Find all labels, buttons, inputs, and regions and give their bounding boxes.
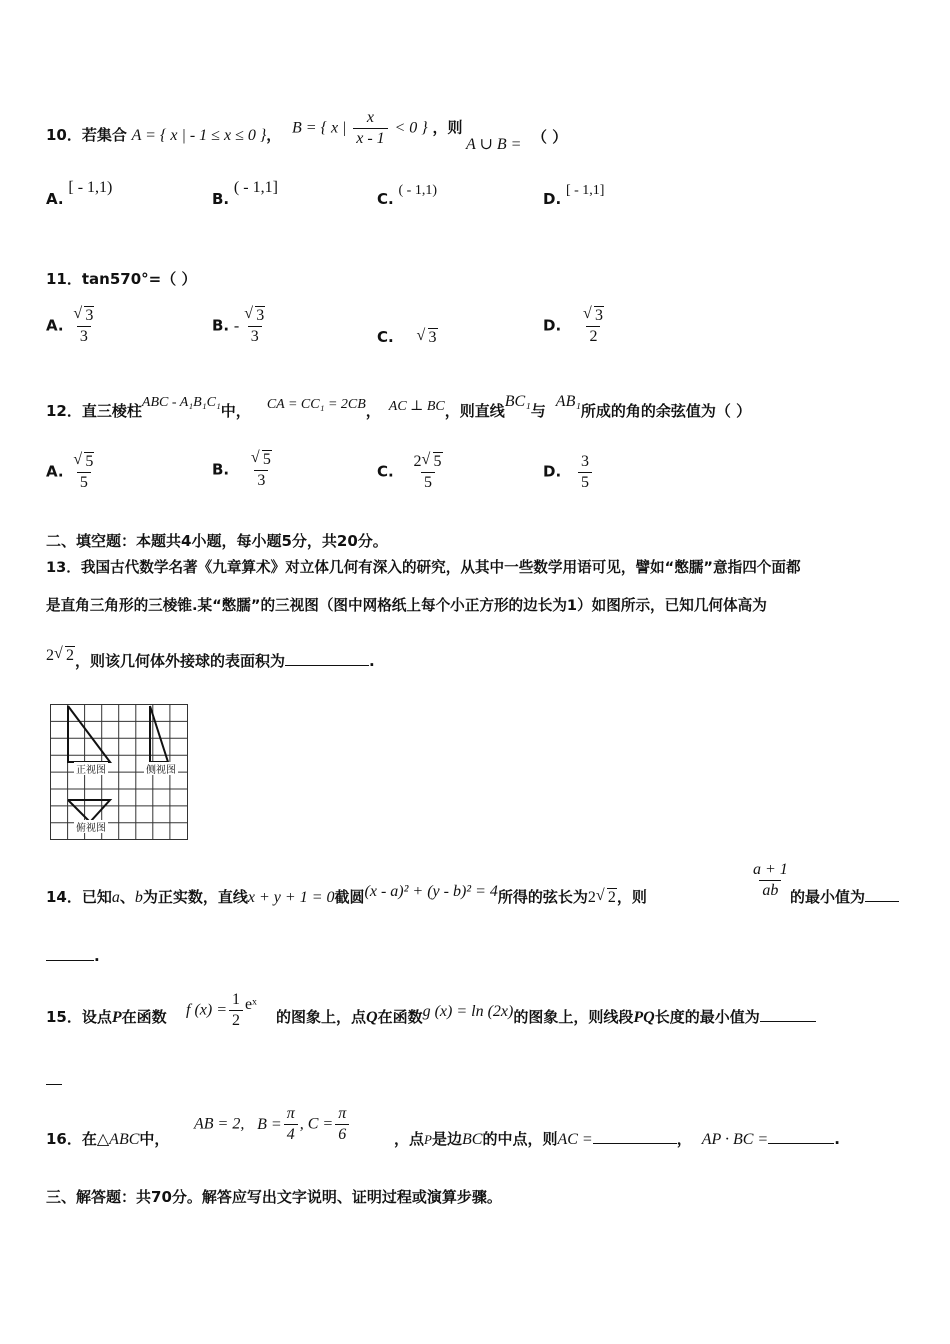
q16-text-4: 是边 xyxy=(431,1130,462,1148)
q11-option-a-label: A. xyxy=(46,316,64,335)
q11-stem-line xyxy=(46,268,196,289)
q16-angle-c-num: π xyxy=(338,1105,347,1122)
q14-text-5: ，则 xyxy=(616,888,647,906)
q12-option-a-fraction xyxy=(70,452,97,493)
q12-option-d-fraction xyxy=(578,452,592,493)
q10-set-a: A = { x | - 1 ≤ x ≤ 0 } xyxy=(131,127,267,144)
q14-line-1 xyxy=(46,883,647,907)
q12-option-c-fraction xyxy=(411,452,446,493)
q16-angle-c-fraction xyxy=(335,1104,349,1145)
q14-fraction-wrap xyxy=(748,860,793,901)
q16-angle-b-den: 4 xyxy=(284,1124,298,1145)
q15-f-left: f (x) = xyxy=(186,1001,227,1019)
q12-option-b[interactable] xyxy=(212,450,277,491)
front-view-outline xyxy=(68,706,110,762)
q16-answer-blank-b[interactable] xyxy=(768,1129,834,1144)
q10-stem-line xyxy=(46,124,281,145)
q14-chord-rad: 2 xyxy=(607,889,616,906)
q16-point-p: P xyxy=(424,1132,432,1147)
q11-option-d-label: D. xyxy=(543,316,562,335)
three-view-figure xyxy=(50,704,190,842)
q16-text-6: ， xyxy=(676,1130,692,1148)
q15-text-3: 的图象上，点 xyxy=(276,1008,367,1026)
q10-option-c-value: ( - 1,1) xyxy=(398,183,437,198)
q10-set-b xyxy=(292,108,462,149)
q15-line-1 xyxy=(46,1006,167,1027)
q16-text-5: 的中点，则 xyxy=(482,1130,558,1148)
q11-option-b-sign: - xyxy=(233,317,240,335)
q12-option-b-fraction xyxy=(248,450,275,491)
q12-option-a-den: 5 xyxy=(77,472,91,493)
q15-f-num: 1 xyxy=(232,991,240,1008)
q11-option-d-fraction xyxy=(580,306,607,347)
q14-chord-coef: 2 xyxy=(587,889,596,906)
q11-number: 11． xyxy=(46,270,82,288)
q10-option-d[interactable] xyxy=(543,183,605,209)
q14-answer-blank-a[interactable] xyxy=(865,887,899,902)
q13-height-rad: 2 xyxy=(66,647,74,664)
q16-line-1 xyxy=(46,1128,169,1149)
q11-option-b-fraction xyxy=(241,306,268,347)
q14-text-1: 14．已知 xyxy=(46,888,112,906)
q16-answer-blank-a[interactable] xyxy=(593,1129,677,1144)
side-view-label: 侧视图 xyxy=(146,765,176,776)
q12-text-6: 所成的角的余弦值为（ ） xyxy=(580,402,752,420)
q12-option-a[interactable] xyxy=(46,452,99,493)
q16-triangle: △ABC xyxy=(96,1131,140,1148)
q12-option-b-label: B. xyxy=(212,460,230,479)
q12-text-2: 中， xyxy=(220,402,251,420)
top-view-outline xyxy=(68,800,110,822)
q14-text-6: 的最小值为 xyxy=(790,888,866,906)
q16-end: . xyxy=(834,1130,840,1148)
q16-angle-c-den: 6 xyxy=(335,1124,349,1145)
q12-line-2: AB₁ xyxy=(555,393,581,410)
q15-point-p: P xyxy=(111,1009,122,1026)
q12-text-5: 与 xyxy=(530,402,546,420)
q14-separator: 、 xyxy=(119,888,135,906)
q12-line-1: BC₁ xyxy=(504,393,531,410)
q12-text-4: ，则直线 xyxy=(444,402,505,420)
q11-option-a-den: 3 xyxy=(77,326,91,347)
q16-dot-product: AP · BC = xyxy=(701,1131,769,1148)
q10-option-d-label: D. xyxy=(543,190,562,208)
q11-option-d-num: 3 xyxy=(594,307,603,324)
q14-line-equation: x + y + 1 = 0 xyxy=(247,889,335,906)
q10-option-b[interactable] xyxy=(212,179,278,209)
q12-option-d-label: D. xyxy=(543,462,562,481)
q12-text-3: ， xyxy=(365,402,381,420)
q14-fraction xyxy=(750,860,791,901)
q15-answer-blank-a[interactable] xyxy=(760,1007,816,1022)
q13-answer-blank[interactable] xyxy=(285,651,369,666)
q10-set-b-left: B = { x | xyxy=(292,119,347,137)
q10-option-c-label: C. xyxy=(377,190,394,208)
q16-angle-b-left: B = xyxy=(257,1115,282,1133)
q12-option-c-den: 5 xyxy=(421,472,435,493)
q12-option-a-num: 5 xyxy=(85,453,94,470)
q11-option-b-label: B. xyxy=(212,316,230,335)
q14-var-a: a xyxy=(111,889,120,906)
q10-set-b-right: < 0 } xyxy=(394,119,428,137)
q14-answer-blank-b[interactable] xyxy=(46,946,94,961)
q14-fraction-num: a + 1 xyxy=(753,861,788,878)
q15-line-1-rest xyxy=(276,1003,816,1027)
q11-option-d[interactable] xyxy=(543,306,609,347)
q16-line-1-rest xyxy=(394,1128,840,1149)
q15-function-f xyxy=(186,990,257,1031)
q10-then: ，则 xyxy=(432,118,463,137)
q14-var-b: b xyxy=(134,889,143,906)
q16-conditions xyxy=(194,1104,351,1145)
q10-option-b-value: ( - 1,1] xyxy=(233,179,278,196)
q16-text-2: 中， xyxy=(139,1130,170,1148)
q12-option-d[interactable] xyxy=(543,452,594,493)
q12-condition-2: AC ⊥ BC xyxy=(388,399,445,414)
q13-line-3-text: ，则该几何体外接球的表面积为 xyxy=(75,652,286,670)
q10-set-b-fraction xyxy=(353,108,387,149)
q15-text-2: 在函数 xyxy=(121,1008,167,1026)
section-3-heading: 三、解答题：共70分。解答应写出文字说明、证明过程或演算步骤。 xyxy=(46,1188,502,1206)
q14-fraction-den: ab xyxy=(759,880,781,901)
q10-option-a-value: [ - 1,1) xyxy=(68,179,113,196)
q13-line-1: 13．我国古代数学名著《九章算术》对立体几何有深入的研究，从其中一些数学用语可见，譬如“憋臑”意指四个面都 xyxy=(46,559,801,576)
q12-stem-line xyxy=(46,393,752,421)
q10-option-c[interactable] xyxy=(377,183,437,209)
q16-ab: AB = 2, xyxy=(194,1115,245,1133)
q11-option-a-num: 3 xyxy=(85,307,94,324)
q15-line-2 xyxy=(46,1070,62,1089)
q15-point-q: Q xyxy=(366,1009,378,1026)
q12-prism: ABC - A₁B₁C₁ xyxy=(141,395,221,410)
q14-line-1-end xyxy=(790,886,899,907)
q12-text-1: 直三棱柱 xyxy=(81,402,142,420)
q12-option-d-den: 5 xyxy=(578,472,592,493)
q14-end: . xyxy=(94,947,100,965)
q10-stem: 若集合 xyxy=(81,126,127,144)
q10-option-d-value: [ - 1,1] xyxy=(565,183,605,198)
q10-set-b-den: x - 1 xyxy=(353,128,387,149)
q13-end: . xyxy=(369,652,375,670)
q14-text-2: 为正实数，直线 xyxy=(142,888,248,906)
q16-text-1: 16．在 xyxy=(46,1130,97,1148)
q12-option-a-label: A. xyxy=(46,462,64,481)
q12-condition-1: CA = CC₁ = 2CB xyxy=(266,397,366,412)
front-view-label: 正视图 xyxy=(76,765,106,776)
q16-ac: AC = xyxy=(557,1131,593,1148)
q16-angle-b-fraction xyxy=(284,1104,298,1145)
q10-expr-line xyxy=(466,134,521,154)
q10-expr: A ∪ B = xyxy=(466,136,522,153)
q10-set-b-num: x xyxy=(366,109,375,126)
q11-option-c[interactable] xyxy=(377,328,438,347)
q15-text-6: 长度的最小值为 xyxy=(654,1008,760,1026)
q15-answer-blank-b[interactable] xyxy=(46,1070,62,1085)
q10-option-b-label: B. xyxy=(212,190,230,208)
q12-option-c-num: 5 xyxy=(433,453,442,470)
q12-option-b-den: 3 xyxy=(254,470,268,491)
q13-height-coef: 2 xyxy=(46,647,54,664)
q15-text-4: 在函数 xyxy=(377,1008,423,1026)
q14-line-2 xyxy=(46,946,100,965)
q16-side-bc: BC xyxy=(461,1131,483,1148)
q12-option-c[interactable] xyxy=(377,452,448,493)
q13-line-3 xyxy=(46,647,375,671)
q16-angle-b-num: π xyxy=(286,1105,295,1122)
q11-stem: tan570°=（ ） xyxy=(81,270,197,288)
q15-f-den: 2 xyxy=(229,1010,243,1031)
q12-option-b-num: 5 xyxy=(262,451,271,468)
q10-comma: ， xyxy=(266,126,282,144)
q11-option-d-den: 2 xyxy=(586,326,600,347)
q11-option-b-num: 3 xyxy=(256,307,265,324)
q15-function-g: g (x) = ln (2x) xyxy=(422,1003,514,1020)
q11-option-a-fraction xyxy=(70,306,97,347)
q10-option-a-label: A. xyxy=(46,190,64,208)
q10-paren: （ ） xyxy=(532,128,568,146)
q12-option-d-num: 3 xyxy=(580,453,589,470)
q16-angle-c-left: , C = xyxy=(299,1115,334,1133)
q11-option-b-den: 3 xyxy=(248,326,262,347)
q11-option-c-label: C. xyxy=(377,328,394,346)
q13-line-2: 是直角三角形的三棱锥.某“憋臑”的三视图（图中网格纸上每个小正方形的边长为1）如图所示，已知几何体高为 xyxy=(46,597,767,614)
q11-option-a[interactable] xyxy=(46,306,99,347)
top-view-label: 俯视图 xyxy=(76,823,106,834)
q11-option-b[interactable] xyxy=(212,306,270,347)
q16-text-3: ，点 xyxy=(394,1130,425,1148)
q11-option-c-value: 3 xyxy=(428,329,437,346)
q15-segment-pq: PQ xyxy=(633,1009,655,1026)
q14-text-4: 所得的弦长为 xyxy=(497,888,588,906)
q14-text-3: 截圆 xyxy=(334,888,365,906)
q12-option-c-coef: 2 xyxy=(413,453,422,470)
q15-f-right: eˣ xyxy=(245,995,257,1013)
q14-circle-equation: (x - a)² + (y - b)² = 4 xyxy=(364,883,498,900)
section-2-heading: 二、填空题：本题共4小题，每小题5分，共20分。 xyxy=(46,532,388,550)
q12-option-c-label: C. xyxy=(377,462,394,481)
q15-f-fraction xyxy=(229,990,243,1031)
q10-number: 10． xyxy=(46,126,82,144)
q10-option-a[interactable] xyxy=(46,179,113,209)
q12-number: 12． xyxy=(46,402,82,420)
q15-text-5: 的图象上，则线段 xyxy=(513,1008,634,1026)
q15-text-1: 15．设点 xyxy=(46,1008,112,1026)
